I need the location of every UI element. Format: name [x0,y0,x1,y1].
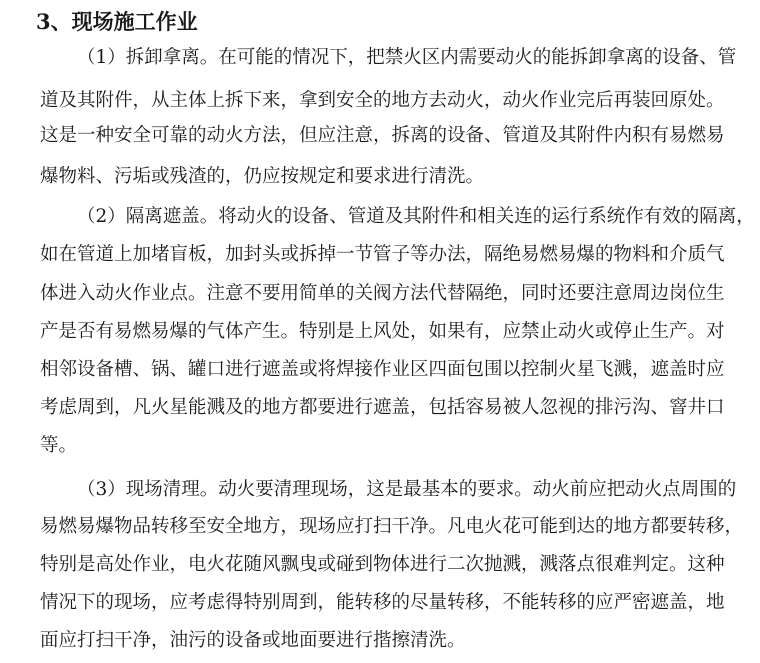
paragraph-2-line-3: 体进入动火作业点。注意不要用简单的关阀方法代替隔绝，同时还要注意周边岗位生 [40,283,725,304]
paragraph-1-line-3: 这是一种安全可靠的动火方法，但应注意，拆离的设备、管道及其附件内积有易燃易 [40,125,725,146]
paragraph-2-line-6: 考虑周到，凡火星能溅及的地方都要进行遮盖，包括容易被人忽视的排污沟、窨井口 [40,397,725,418]
section-heading: 3、现场施工作业 [36,9,198,34]
paragraph-2-line-5: 相邻设备槽、锅、罐口进行遮盖或将焊接作业区四面包围以控制火星飞溅，遮盖时应 [40,359,725,380]
paragraph-2-line-7: 等。 [40,435,78,456]
paragraph-3-line-2: 易燃易爆物品转移至安全地方，现场应打扫干净。凡电火花可能到达的地方都要转移， [40,516,744,537]
paragraph-3-line-1: （3）现场清理。动火要清理现场，这是最基本的要求。动火前应把动火点周围的 [77,479,737,500]
paragraph-2-line-2: 如在管道上加堵盲板，加封头或拆掉一节管子等办法，隔绝易燃易爆的物料和介质气 [40,244,725,265]
paragraph-1-line-1: （1）拆卸拿离。在可能的情况下，把禁火区内需要动火的能拆卸拿离的设备、管 [77,47,737,68]
paragraph-2-line-4: 产是否有易燃易爆的气体产生。特别是上风处，如果有，应禁止动火或停止生产。对 [40,321,725,342]
paragraph-1-line-2: 道及其附件，从主体上拆下来，拿到安全的地方去动火，动火作业完后再装回原处。 [40,90,725,111]
paragraph-1-line-4: 爆物料、污垢或残渣的，仍应按规定和要求进行清洗。 [40,166,485,187]
paragraph-3-line-4: 情况下的现场，应考虑得特别周到，能转移的尽量转移，不能转移的应严密遮盖，地 [40,592,725,613]
paragraph-3-line-3: 特别是高处作业，电火花随风飘曳或碰到物体进行二次抛溅，溅落点很难判定。这种 [40,554,725,575]
paragraph-3-line-5: 面应打扫干净，油污的设备或地面要进行揩擦清洗。 [40,630,466,651]
paragraph-2-line-1: （2）隔离遮盖。将动火的设备、管道及其附件和相关连的运行系统作有效的隔离， [77,206,755,227]
